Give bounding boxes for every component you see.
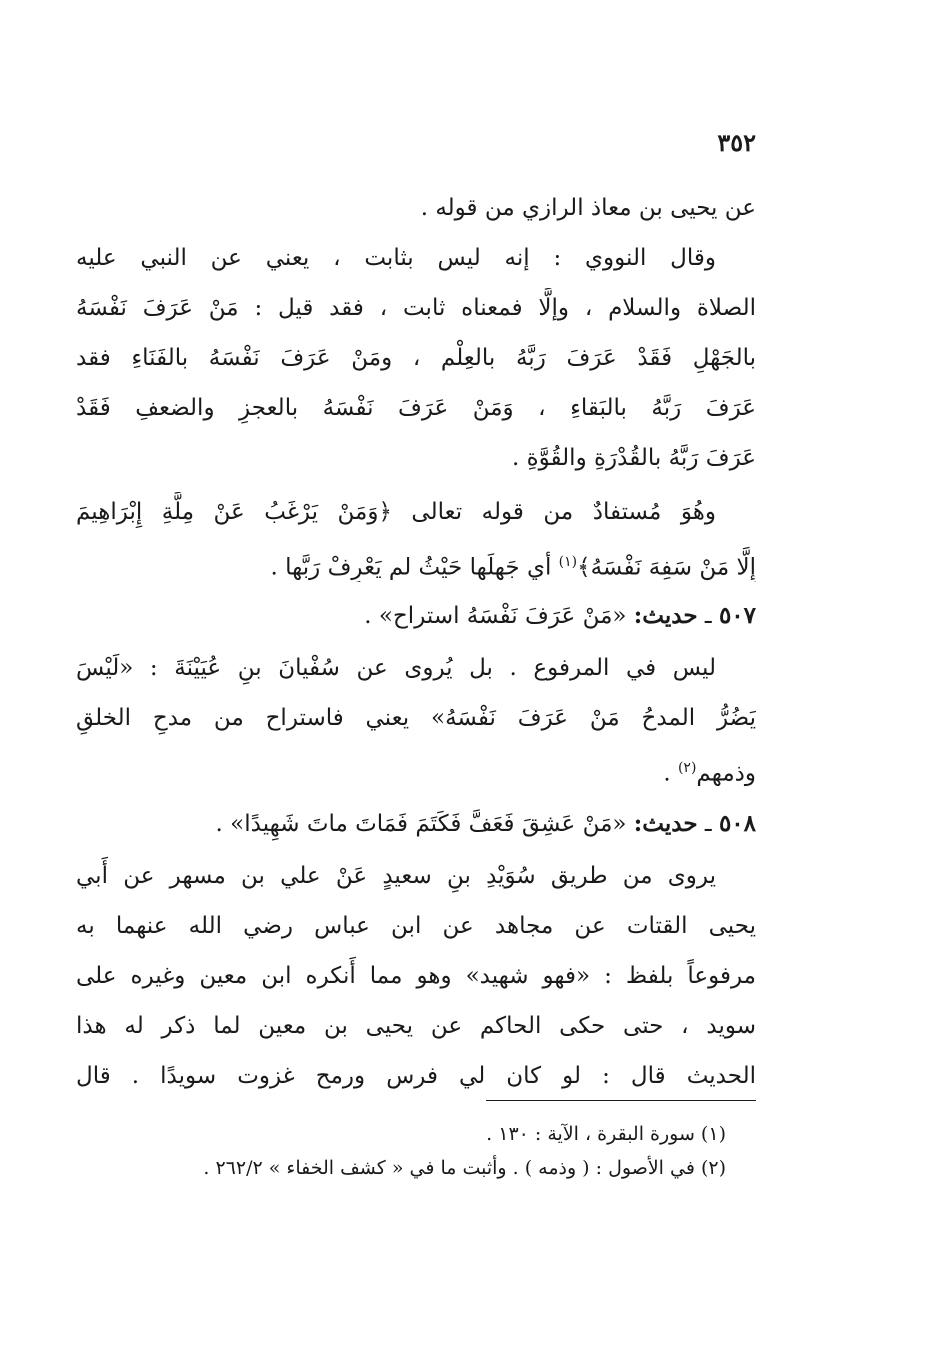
text-line: يَضُرُّ المدحُ مَنْ عَرَفَ نَفْسَهُ» يعني فاستراح من مدحِ الخلقِ xyxy=(76,705,756,731)
text-fragment: وذمهم xyxy=(696,760,756,787)
text-line: الحديث قال : لو كان لي فرس ورمح غزوت سويدًا . قال xyxy=(76,1063,756,1089)
text-line: سويد ، حتى حكى الحاكم عن يحيى بن معين لما ذكر له هذا xyxy=(76,1013,756,1039)
hadith-text: «مَنْ عَشِقَ فَعَفَّ فَكَتَمَ فَمَاتَ ماتَ شَهِيدًا» . xyxy=(215,811,627,837)
hadith-507-heading xyxy=(76,596,756,636)
quran-quote-end: إِلَّا مَنْ سَفِهَ نَفْسَهُ﴾ xyxy=(577,554,756,581)
text-line: بالجَهْلِ فَقَدْ عَرَفَ رَبَّهُ بالعِلْم ، ومَنْ عَرَفَ نَفْسَهُ بالفَنَاءِ فقد xyxy=(76,345,756,371)
text-line: وهُوَ مُستفادٌ من قوله تعالى ﴿وَمَنْ يَرْغَبُ عَنْ مِلَّةِ إِبْرَاهِيمَ xyxy=(76,499,716,525)
hadith-label: حديث: xyxy=(633,810,698,837)
hadith-dash: ـ xyxy=(704,811,712,837)
text-line: ليس في المرفوع . بل يُروى عن سُفْيانَ بنِ عُيَيْنَةَ : «لَيْسَ xyxy=(76,655,716,681)
hadith-number: ٥٠٨ xyxy=(718,810,756,837)
text-fragment: . xyxy=(663,760,671,787)
text-line: مرفوعاً بلفظ : «فهو شهيد» وهو مما أَنكره ابن معين وغيره على xyxy=(76,963,756,989)
text-line: عَرَفَ رَبَّهُ بالبَقاءِ ، وَمَنْ عَرَفَ نَفْسَهُ بالعجزِ والضعفِ فَقَدْ xyxy=(76,395,756,421)
text-line: وقال النووي : إنه ليس بثابت ، يعني عن النبي عليه xyxy=(76,245,716,271)
footnote-separator xyxy=(486,1100,756,1101)
text-line: عَرَفَ رَبَّهُ بالقُدْرَةِ والقُوَّةِ . xyxy=(511,445,756,471)
footnote-1: (١) سورة البقرة ، الآية : ١٣٠ . xyxy=(486,1123,726,1145)
hadith-dash: ـ xyxy=(704,603,712,629)
hadith-text: «مَنْ عَرَفَ نَفْسَهُ استراح» . xyxy=(364,603,627,629)
hadith-number: ٥٠٧ xyxy=(718,602,756,629)
footnote-2: (٢) في الأصول : ( وذمه ) . وأثبت ما في « كشف الخفاء » ٢٦٢/٢ . xyxy=(203,1157,726,1179)
footnote-ref-2: (٢) xyxy=(677,760,697,776)
page-number: ٣٥٢ xyxy=(717,128,756,157)
text-line: عن يحيى بن معاذ الرازي من قوله . xyxy=(420,195,756,221)
hadith-508-heading xyxy=(76,804,756,844)
text-line: يروى من طريق سُوَيْدِ بنِ سعيدٍ عَنْ علي بن مسهر عن أَبي xyxy=(76,863,716,889)
hadith-label: حديث: xyxy=(633,602,698,629)
text-line xyxy=(76,542,756,582)
text-line xyxy=(76,748,756,788)
text-line: يحيى القتات عن مجاهد عن ابن عباس رضي الله عنهما به xyxy=(76,913,756,939)
text-fragment: أي جَهِلَها حَيْثُ لم يَعْرِفْ رَبَّها . xyxy=(270,554,552,581)
footnote-ref-1: (١) xyxy=(558,554,578,570)
text-line: الصلاة والسلام ، وإلَّا فمعناه ثابت ، فقد قيل : مَنْ عَرَفَ نَفْسَهُ xyxy=(76,295,756,321)
